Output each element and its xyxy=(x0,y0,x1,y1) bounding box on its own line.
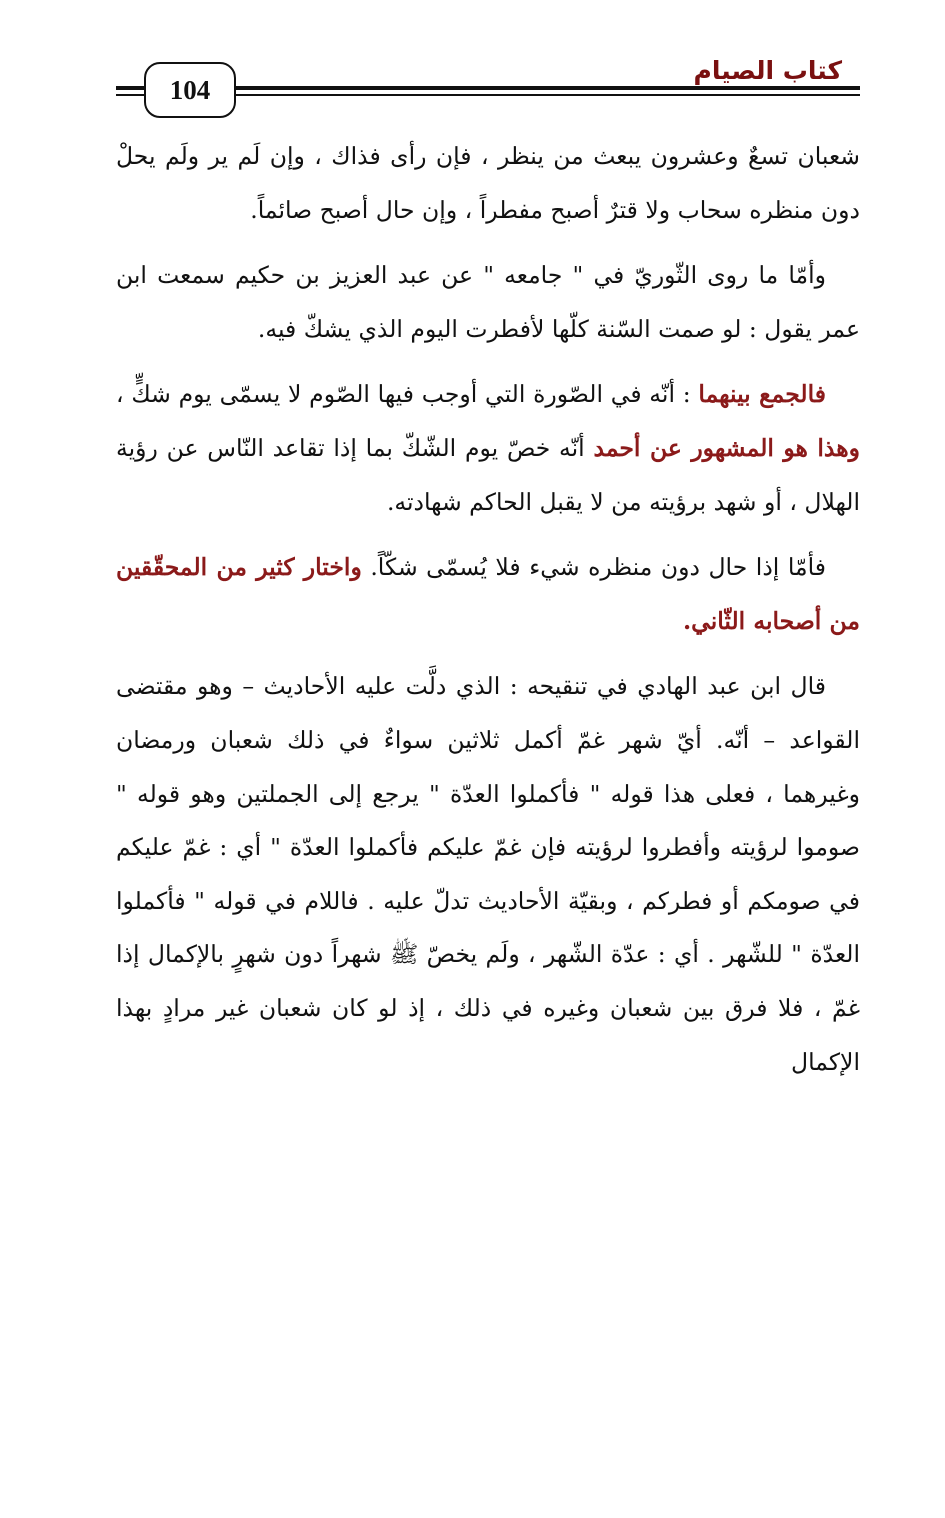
highlight-text: واختار كثير من المحقّقين من أصحابه الثّاني. xyxy=(116,553,860,635)
paragraph-2: وأمّا ما روى الثّوريّ في " جامعه " عن عبد العزيز بن حكيم سمعت ابن عمر يقول : لو صمت السّنة كلّها لأفطرت اليوم الذي يشكّ فيه. xyxy=(116,261,860,343)
page-number: 104 xyxy=(144,62,236,118)
highlight-text: فالجمع بينهما xyxy=(698,380,826,409)
paragraph-text: : أنّه في الصّورة التي أوجب فيها الصّوم لا يسمّى يوم شكٍّ ، xyxy=(116,380,699,409)
paragraph-3 xyxy=(116,368,860,529)
paragraph-4 xyxy=(116,541,860,648)
paragraph-text: أنّه خصّ يوم الشّكّ بما إذا تقاعد النّاس عن رؤية الهلال ، أو شهد برؤيته من لا يقبل الحاكم شهادته. xyxy=(116,433,860,516)
page-header xyxy=(116,50,860,120)
highlight-text: وهذا هو المشهور عن أحمد xyxy=(593,433,860,462)
book-title: كتاب الصيام xyxy=(693,56,842,85)
paragraph-5: قال ابن عبد الهادي في تنقيحه : الذي دلَّت عليه الأحاديث – وهو مقتضى القواعد – أنّه. أيّ شهر غمّ أكمل ثلاثين سواءٌ في ذلك شعبان ورمضان وغيرهما ، فعلى هذا قوله " فأكملوا العدّة " يرجع إلى الجملتين وهو قوله " صوموا لرؤيته وأفطروا لرؤيته فإن غمّ عليكم فأكملوا العدّة " أي : غمّ عليكم في صومكم أو فطركم ، وبقيّة الأحاديث تدلّ عليه . فاللام في قوله " فأكملوا العدّة " للشّهر . أي : عدّة الشّهر ، ولَم يخصّ ﷺ شهراً دون شهرٍ بالإكمال إذا غمّ ، فلا فرق بين شعبان وغيره في ذلك ، إذ لو كان شعبان غير مرادٍ بهذا الإكمال xyxy=(116,672,860,1076)
paragraph-text: فأمّا إذا حال دون منظره شيء فلا يُسمّى شكّاً. xyxy=(361,553,826,582)
paragraph-1: شعبان تسعٌ وعشرون يبعث من ينظر ، فإن رأى فذاك ، وإن لَم ير ولَم يحلْ دون منظره سحاب ولا قترٌ أصبح مفطراً ، وإن حال أصبح صائماً. xyxy=(116,142,860,224)
page-body xyxy=(116,130,860,1101)
